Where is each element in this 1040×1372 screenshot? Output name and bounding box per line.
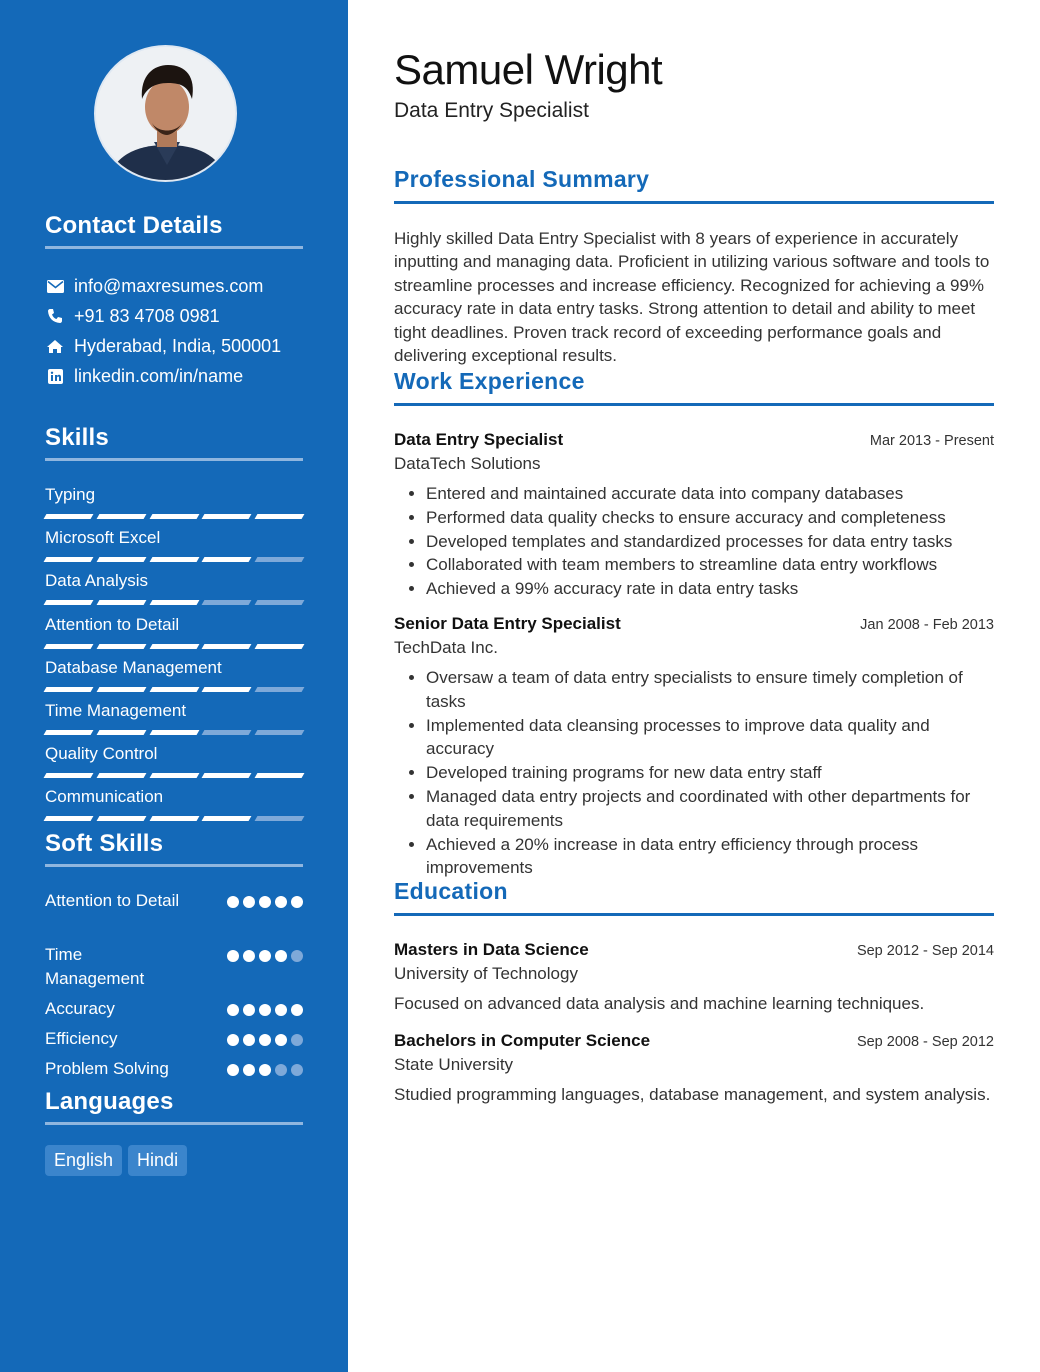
contact-section [45, 212, 303, 391]
rating-dot [243, 1064, 255, 1076]
skill-item [45, 742, 303, 785]
skills-heading: Skills [45, 424, 303, 461]
phone-icon [45, 307, 65, 325]
skill-level-segment [202, 687, 252, 692]
rating-dot [275, 950, 287, 962]
rating-dot [227, 950, 239, 962]
profile-photo [96, 47, 237, 182]
rating-dot [259, 1004, 271, 1016]
language-tag: Hindi [128, 1145, 187, 1176]
skill-level-segment [44, 644, 94, 649]
soft-skill-rating [227, 1027, 303, 1046]
rating-dot [275, 896, 287, 908]
contact-email[interactable] [45, 271, 303, 301]
skill-level-segment [44, 687, 94, 692]
skill-level-segment [202, 600, 252, 605]
contact-heading: Contact Details [45, 212, 303, 249]
skill-level-segment [149, 644, 199, 649]
rating-dot [227, 1004, 239, 1016]
skill-level-bars [45, 730, 303, 742]
skill-item [45, 483, 303, 526]
skill-name: Time Management [45, 700, 187, 720]
soft-skill-rating [227, 889, 303, 908]
soft-skill-item [45, 1057, 303, 1087]
skill-level-segment [255, 730, 305, 735]
job-bullets [394, 482, 994, 601]
rating-dot [243, 950, 255, 962]
skill-level-segment [44, 730, 94, 735]
soft-skill-name: Efficiency [45, 1029, 118, 1048]
education-description: Focused on advanced data analysis and machine learning techniques. [394, 994, 925, 1013]
skill-level-segment [96, 514, 146, 519]
rating-dot [275, 1064, 287, 1076]
skill-level-segment [149, 600, 199, 605]
list-item: • Entered and maintained accurate data into company databases [426, 482, 994, 506]
rating-dot [243, 1004, 255, 1016]
skill-level-segment [96, 600, 146, 605]
skill-level-segment [202, 816, 252, 821]
rating-dot [291, 896, 303, 908]
list-item: • Oversaw a team of data entry specialists to ensure timely completion of tasks [426, 666, 994, 714]
skill-item [45, 785, 303, 828]
education-entry [394, 1031, 994, 1107]
skill-item [45, 613, 303, 656]
rating-dot [243, 1034, 255, 1046]
school-name: State University [394, 1055, 514, 1074]
skill-level-segment [255, 514, 305, 519]
job-dates: Jan 2008 - Feb 2013 [860, 617, 994, 633]
list-item: • Developed training programs for new data entry staff [426, 761, 994, 785]
summary-text: Highly skilled Data Entry Specialist with 8 years of experience in accurately inputting and managing data. Proficient in utilizing various software and tools to streamline processes and increase efficiency. Recognized for achieving a 99% accuracy rate in data entry tasks. Strong attention to detail and ability to meet tight deadlines. Proven track record of exceeding performance goals and delivering exceptional results. [394, 229, 990, 366]
skill-level-segment [255, 687, 305, 692]
skill-level-segment [202, 557, 252, 562]
skill-level-segment [44, 600, 94, 605]
skill-level-segment [202, 644, 252, 649]
soft-skill-item [45, 1027, 303, 1057]
soft-skill-name: Time Management [45, 945, 145, 988]
contact-linkedin[interactable] [45, 361, 303, 391]
soft-skill-rating [227, 1057, 303, 1076]
soft-skills-heading: Soft Skills [45, 830, 303, 867]
skill-level-segment [149, 730, 199, 735]
education-description: Studied programming languages, database management, and system analysis. [394, 1085, 991, 1104]
skill-level-segment [149, 557, 199, 562]
skill-level-segment [149, 514, 199, 519]
skill-name: Quality Control [45, 744, 158, 764]
skill-level-segment [202, 730, 252, 735]
rating-dot [259, 1064, 271, 1076]
education-heading: Education [394, 878, 994, 916]
list-item: • Developed templates and standardized processes for data entry tasks [426, 530, 994, 554]
skill-level-segment [96, 557, 146, 562]
skills-list [45, 483, 303, 829]
soft-skill-name: Accuracy [45, 999, 115, 1018]
language-tag: English [45, 1145, 122, 1176]
skill-level-bars [45, 514, 303, 526]
rating-dot [259, 950, 271, 962]
skill-name: Communication [45, 787, 164, 807]
school-name: University of Technology [394, 964, 578, 983]
degree-title: Bachelors in Computer Science [394, 1031, 651, 1050]
list-item: • Achieved a 99% accuracy rate in data entry tasks [426, 577, 994, 601]
education-dates: Sep 2012 - Sep 2014 [856, 943, 994, 959]
skill-item [45, 699, 303, 742]
skill-level-bars [45, 557, 303, 569]
languages-section [45, 1088, 303, 1176]
rating-dot [259, 1034, 271, 1046]
contact-address-text: Hyderabad, India, 500001 [74, 335, 282, 356]
rating-dot [275, 1004, 287, 1016]
skill-level-bars [45, 600, 303, 612]
list-item: • Managed data entry projects and coordinated with other departments for data requirements [426, 785, 994, 833]
contact-phone-text: +91 83 4708 0981 [74, 305, 220, 326]
contact-list [45, 271, 303, 391]
skill-level-segment [202, 514, 252, 519]
rating-dot [291, 950, 303, 962]
skill-level-segment [255, 600, 305, 605]
skill-level-segment [255, 816, 305, 821]
job-title: Data Entry Specialist [394, 430, 564, 449]
contact-email-text: info@maxresumes.com [74, 275, 264, 296]
job-company: DataTech Solutions [394, 454, 541, 473]
rating-dot [227, 1064, 239, 1076]
soft-skills-list [45, 889, 303, 1087]
skill-level-segment [44, 557, 94, 562]
candidate-title: Data Entry Specialist [394, 99, 589, 122]
skill-item [45, 569, 303, 612]
job-entry [394, 430, 994, 601]
soft-skills-section [45, 830, 303, 1087]
skill-level-segment [96, 773, 146, 778]
rating-dot [259, 896, 271, 908]
soft-skill-name: Problem Solving [45, 1059, 169, 1078]
skill-level-segment [96, 816, 146, 821]
skill-level-segment [44, 816, 94, 821]
rating-dot [243, 896, 255, 908]
soft-skill-item [45, 889, 303, 943]
skill-item [45, 526, 303, 569]
rating-dot [275, 1034, 287, 1046]
skill-name: Typing [45, 485, 96, 504]
skill-level-segment [255, 557, 305, 562]
skill-level-bars [45, 773, 303, 785]
skill-item [45, 656, 303, 699]
rating-dot [291, 1004, 303, 1016]
soft-skill-rating [227, 997, 303, 1016]
skill-name: Database Management [45, 657, 222, 677]
summary-heading: Professional Summary [394, 166, 994, 204]
skill-name: Attention to Detail [45, 614, 180, 634]
education-entry [394, 940, 994, 1016]
list-item: • Implemented data cleansing processes to improve data quality and accuracy [426, 714, 994, 762]
skill-level-segment [149, 816, 199, 821]
job-company: TechData Inc. [394, 638, 498, 657]
soft-skill-name: Attention to Detail [45, 891, 180, 910]
linkedin-icon [45, 367, 65, 385]
skill-level-segment [149, 773, 199, 778]
rating-dot [291, 1064, 303, 1076]
candidate-name: Samuel Wright [394, 46, 663, 93]
contact-address [45, 331, 303, 361]
email-icon [45, 277, 65, 295]
skill-name: Microsoft Excel [45, 528, 161, 548]
degree-title: Masters in Data Science [394, 940, 589, 959]
skills-section [45, 424, 303, 829]
job-dates: Mar 2013 - Present [869, 433, 994, 449]
rating-dot [227, 896, 239, 908]
contact-phone[interactable] [45, 301, 303, 331]
soft-skill-item [45, 943, 303, 997]
skill-level-segment [96, 687, 146, 692]
languages-heading: Languages [45, 1088, 303, 1125]
home-icon [45, 337, 65, 355]
experience-heading: Work Experience [394, 368, 994, 406]
soft-skill-item [45, 997, 303, 1027]
contact-linkedin-text: linkedin.com/in/name [74, 365, 244, 386]
skill-level-segment [96, 644, 146, 649]
skill-level-bars [45, 687, 303, 699]
skill-level-segment [202, 773, 252, 778]
skill-name: Data Analysis [45, 571, 148, 591]
skill-level-segment [44, 514, 94, 519]
skill-level-segment [255, 773, 305, 778]
skill-level-segment [255, 644, 305, 649]
rating-dot [291, 1034, 303, 1046]
rating-dot [227, 1034, 239, 1046]
skill-level-segment [149, 687, 199, 692]
avatar [94, 45, 237, 182]
job-bullets [394, 666, 994, 880]
skill-level-bars [45, 816, 303, 828]
education-dates: Sep 2008 - Sep 2012 [856, 1034, 994, 1050]
skill-level-segment [96, 730, 146, 735]
sidebar [0, 0, 348, 1372]
languages-list [45, 1145, 303, 1176]
skill-level-segment [44, 773, 94, 778]
list-item: • Performed data quality checks to ensure accuracy and completeness [426, 506, 994, 530]
job-title: Senior Data Entry Specialist [394, 614, 621, 633]
list-item: • Collaborated with team members to streamline data entry workflows [426, 553, 994, 577]
job-entry [394, 614, 994, 880]
soft-skill-rating [227, 943, 303, 962]
list-item: • Achieved a 20% increase in data entry efficiency through process improvements [426, 833, 994, 881]
skill-level-bars [45, 644, 303, 656]
